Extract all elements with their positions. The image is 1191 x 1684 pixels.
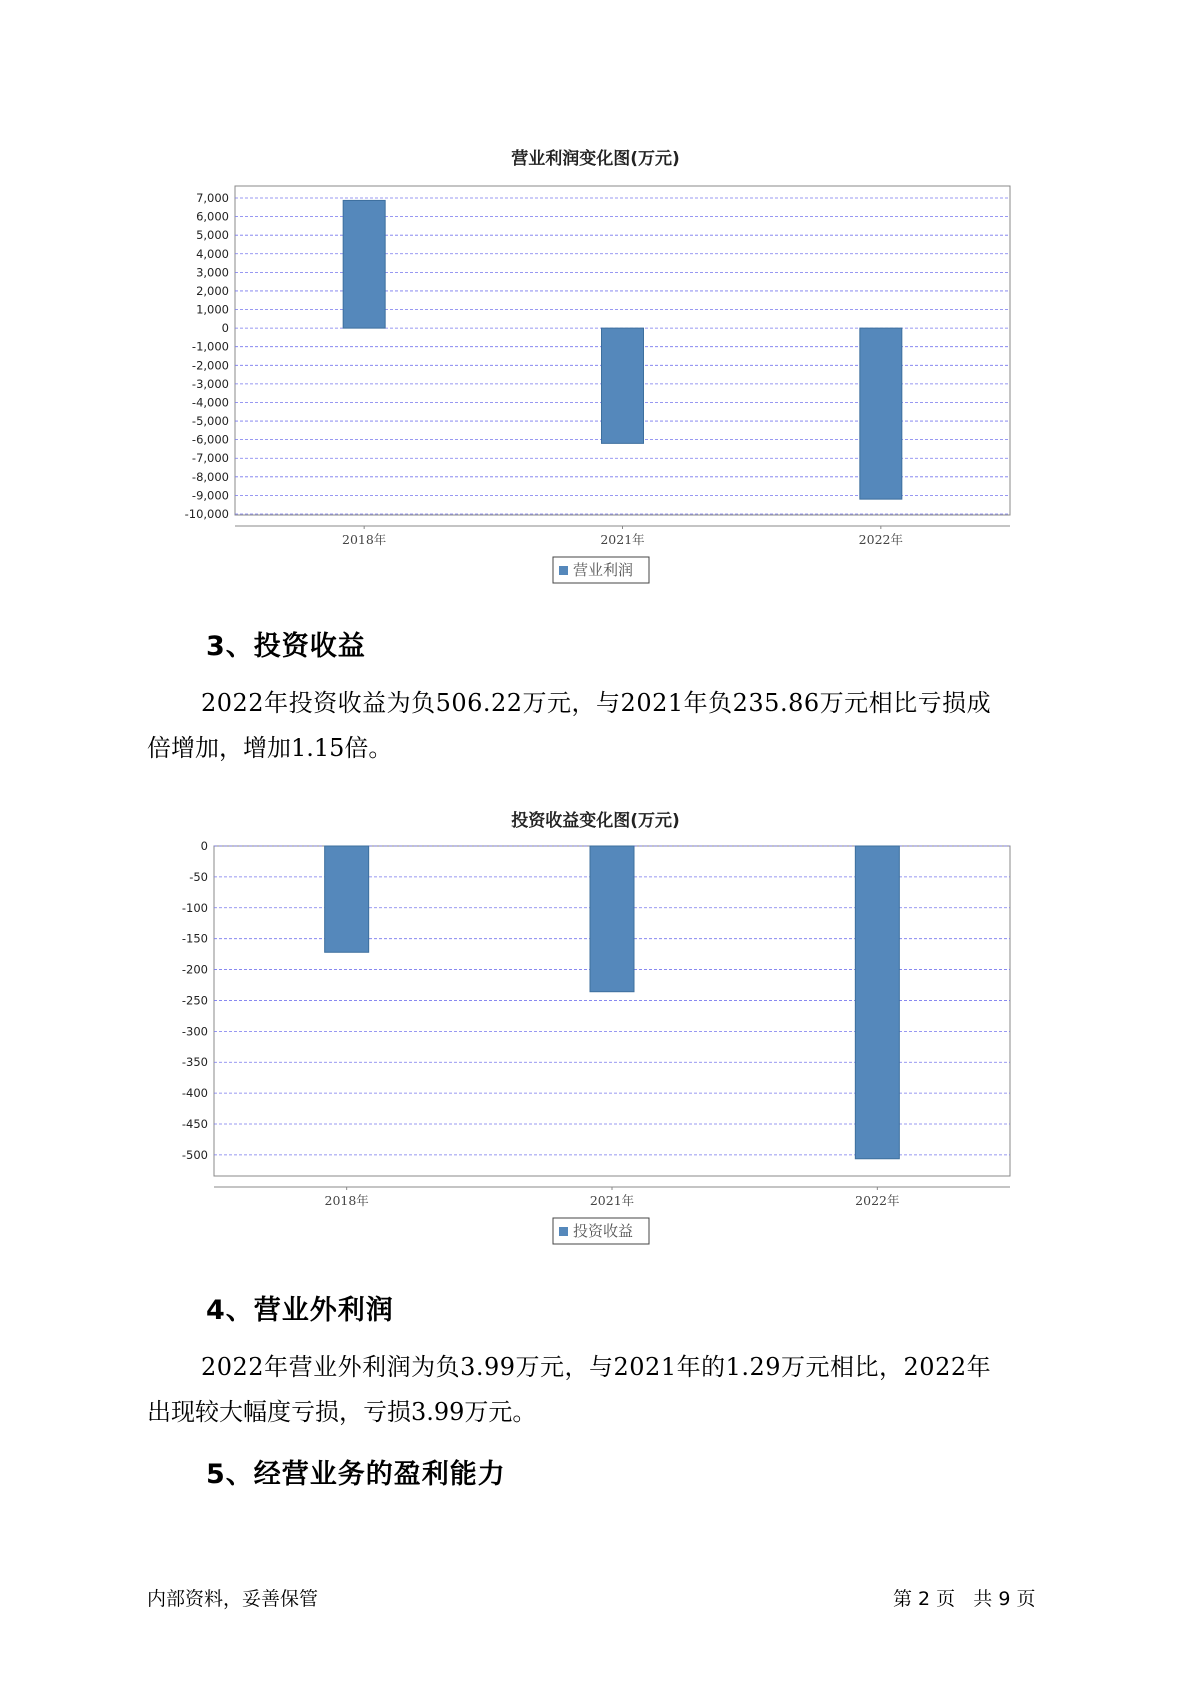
y-tick-label: -5,000 bbox=[191, 414, 229, 429]
x-tick-label: 2018年 bbox=[342, 532, 387, 547]
section-heading-investment-income: 3、投资收益 bbox=[206, 631, 366, 662]
y-tick-label: -400 bbox=[181, 1086, 208, 1101]
y-tick-label: 7,000 bbox=[196, 191, 229, 205]
y-tick-label: 6,000 bbox=[196, 209, 229, 224]
y-tick-label: -10,000 bbox=[184, 507, 229, 521]
y-tick-label: -9,000 bbox=[191, 488, 229, 503]
paragraph-line: 2022年投资收益为负506.22万元，与2021年负235.86万元相比亏损成 bbox=[201, 689, 992, 717]
footer-confidential-note: 内部资料，妥善保管 bbox=[147, 1588, 319, 1610]
x-tick-label: 2018年 bbox=[324, 1193, 369, 1208]
y-tick-label: -4,000 bbox=[191, 395, 229, 410]
y-tick-label: -300 bbox=[181, 1024, 208, 1039]
section-paragraph-non-operating-profit bbox=[147, 1345, 1047, 1435]
chart1-title: 营业利润变化图(万元) bbox=[511, 149, 680, 169]
y-tick-label: -350 bbox=[181, 1055, 208, 1070]
y-tick-label: -7,000 bbox=[191, 451, 229, 466]
bar-2022年 bbox=[855, 846, 899, 1159]
y-tick-label: 0 bbox=[200, 839, 208, 853]
y-tick-label: -1,000 bbox=[191, 339, 229, 354]
x-tick-label: 2021年 bbox=[600, 532, 645, 547]
y-tick-label: -6,000 bbox=[191, 432, 229, 447]
legend-label: 营业利润 bbox=[573, 561, 634, 579]
section-heading-non-operating-profit: 4、营业外利润 bbox=[206, 1295, 394, 1326]
bar-2018年 bbox=[325, 846, 369, 952]
legend-swatch bbox=[559, 1227, 568, 1236]
y-tick-label: -500 bbox=[181, 1147, 208, 1162]
section-heading-profitability: 5、经营业务的盈利能力 bbox=[206, 1459, 506, 1490]
x-tick-label: 2021年 bbox=[589, 1193, 635, 1208]
y-tick-label: -250 bbox=[181, 993, 208, 1008]
y-tick-label: 1,000 bbox=[196, 302, 229, 317]
y-tick-label: 4,000 bbox=[196, 246, 229, 261]
x-tick-label: 2022年 bbox=[855, 1193, 900, 1208]
y-tick-label: 2,000 bbox=[196, 283, 229, 298]
y-tick-label: -8,000 bbox=[191, 469, 229, 484]
y-tick-label: 0 bbox=[221, 321, 229, 336]
paragraph-line: 2022年营业外利润为负3.99万元，与2021年的1.29万元相比，2022年 bbox=[201, 1353, 992, 1381]
y-tick-label: 5,000 bbox=[196, 228, 229, 243]
y-tick-label: -200 bbox=[181, 962, 208, 977]
y-tick-label: -50 bbox=[189, 869, 208, 884]
y-tick-label: -150 bbox=[181, 931, 208, 946]
legend-label: 投资收益 bbox=[573, 1222, 634, 1240]
y-tick-label: -100 bbox=[181, 900, 208, 915]
y-tick-label: -3,000 bbox=[191, 376, 229, 391]
chart2-title: 投资收益变化图(万元) bbox=[511, 811, 680, 831]
paragraph-line: 出现较大幅度亏损，亏损3.99万元。 bbox=[147, 1398, 537, 1426]
y-tick-label: 3,000 bbox=[196, 265, 229, 280]
x-tick-label: 2022年 bbox=[858, 532, 903, 547]
y-tick-label: -2,000 bbox=[191, 358, 229, 373]
footer-page-number: 第 2 页 共 9 页 bbox=[893, 1588, 1036, 1610]
bar-2021年 bbox=[590, 846, 634, 992]
y-tick-label: -450 bbox=[181, 1117, 208, 1132]
paragraph-line: 倍增加，增加1.15倍。 bbox=[147, 734, 393, 762]
